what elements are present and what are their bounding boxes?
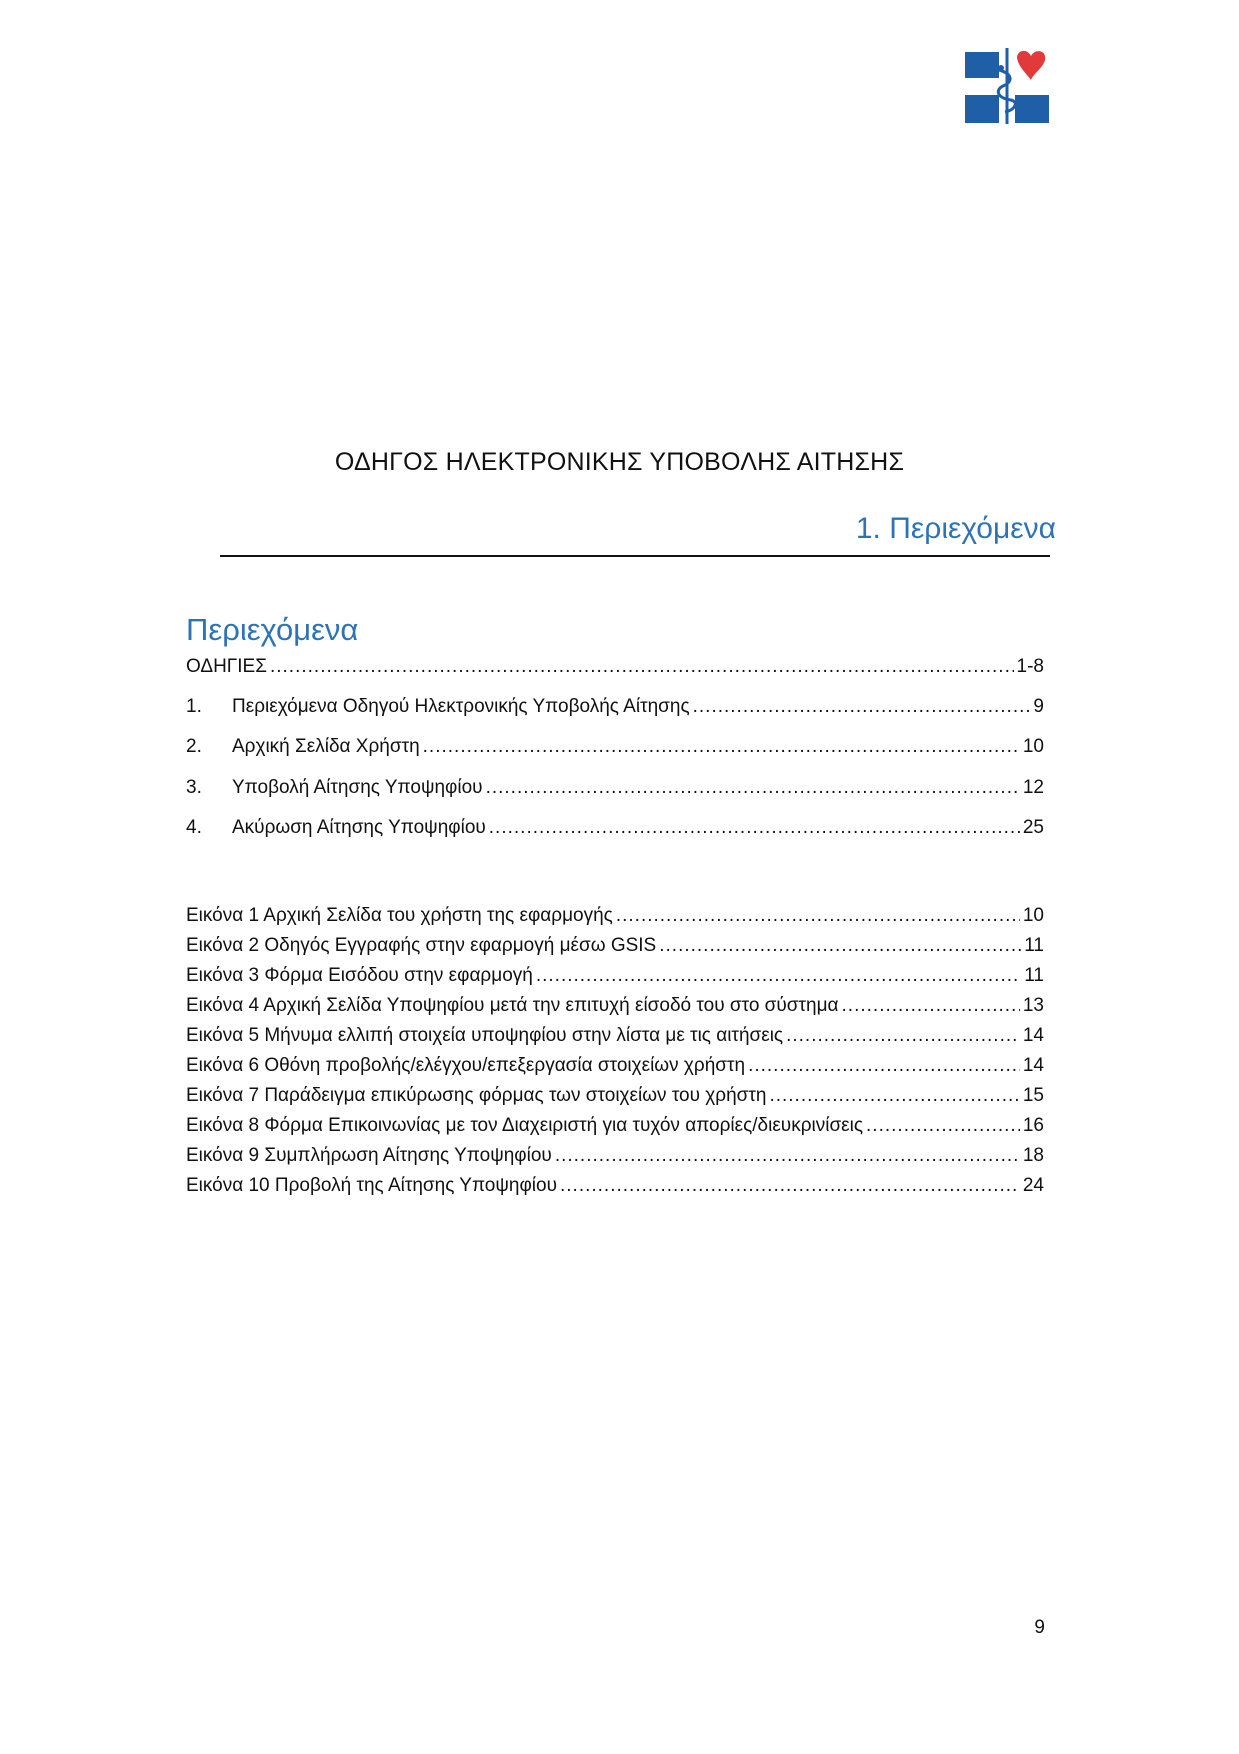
figure-entry-1[interactable] bbox=[186, 905, 1044, 927]
toc-entry-page: 25 bbox=[1022, 817, 1044, 838]
figure-entry-label: Εικόνα 7 Παράδειγμα επικύρωσης φόρμας των στοιχείων του χρήστη bbox=[186, 1085, 767, 1106]
toc-entry-4[interactable] bbox=[186, 817, 1044, 839]
dot-leader bbox=[616, 905, 1020, 927]
toc-entry-3[interactable] bbox=[186, 777, 1044, 799]
toc-entry-label: Αρχική Σελίδα Χρήστη bbox=[232, 736, 420, 757]
figure-entry-8[interactable] bbox=[186, 1115, 1044, 1137]
toc-entry-page: 9 bbox=[1033, 696, 1044, 717]
figure-entry-label: Εικόνα 3 Φόρμα Εισόδου στην εφαρμογή bbox=[186, 965, 533, 986]
toc-entry-2[interactable] bbox=[186, 736, 1044, 758]
figure-entry-label: Εικόνα 6 Οθόνη προβολής/ελέγχου/επεξεργασία στοιχείων χρήστη bbox=[186, 1055, 746, 1076]
figure-entry-3[interactable] bbox=[186, 965, 1044, 987]
dot-leader bbox=[769, 1085, 1019, 1107]
toc-entry-number: 1. bbox=[186, 696, 202, 717]
figure-entry-6[interactable] bbox=[186, 1055, 1044, 1077]
document-title: ΟΔΗΓΟΣ ΗΛΕΚΤΡΟΝΙΚΗΣ ΥΠΟΒΟΛΗΣ ΑΙΤΗΣΗΣ bbox=[334, 448, 905, 476]
dot-leader bbox=[486, 777, 1020, 799]
figure-entry-10[interactable] bbox=[186, 1175, 1044, 1197]
toc-entry-instructions[interactable] bbox=[186, 656, 1044, 678]
medical-cross-caduceus-heart-icon bbox=[965, 48, 1055, 126]
figure-entry-page: 24 bbox=[1022, 1175, 1044, 1196]
dot-leader bbox=[536, 965, 1021, 987]
figure-entry-4[interactable] bbox=[186, 995, 1044, 1017]
figure-entry-label: Εικόνα 1 Αρχική Σελίδα του χρήστη της εφαρμογής bbox=[186, 905, 613, 926]
toc-entry-label: Ακύρωση Αίτησης Υποψηφίου bbox=[232, 817, 486, 838]
page-number: 9 bbox=[1034, 1617, 1045, 1638]
dot-leader bbox=[270, 656, 1014, 678]
figure-entry-7[interactable] bbox=[186, 1085, 1044, 1107]
figure-entry-page: 11 bbox=[1024, 965, 1044, 986]
figure-entry-page: 11 bbox=[1024, 935, 1044, 956]
figure-entry-9[interactable] bbox=[186, 1145, 1044, 1167]
toc-entry-page: 1-8 bbox=[1016, 656, 1044, 677]
figure-entry-page: 10 bbox=[1022, 905, 1044, 926]
dot-leader bbox=[659, 935, 1021, 957]
toc-entry-number: 3. bbox=[186, 777, 202, 798]
figure-entry-page: 18 bbox=[1022, 1145, 1044, 1166]
toc-entry-label: ΟΔΗΓΙΕΣ bbox=[186, 656, 267, 677]
figure-entry-page: 14 bbox=[1022, 1055, 1044, 1076]
toc-entry-page: 10 bbox=[1022, 736, 1044, 757]
figure-entry-page: 15 bbox=[1022, 1085, 1044, 1106]
dot-leader bbox=[748, 1055, 1020, 1077]
figure-entry-page: 14 bbox=[1022, 1025, 1044, 1046]
toc-heading: Περιεχόμενα bbox=[186, 612, 359, 647]
dot-leader bbox=[693, 696, 1031, 718]
section-heading: 1. Περιεχόμενα bbox=[855, 512, 1056, 545]
figure-entry-label: Εικόνα 5 Μήνυμα ελλιπή στοιχεία υποψηφίου στην λίστα με τις αιτήσεις bbox=[186, 1025, 784, 1046]
toc-entry-number: 4. bbox=[186, 817, 202, 838]
dot-leader bbox=[842, 995, 1020, 1017]
dot-leader bbox=[786, 1025, 1020, 1047]
figure-entry-label: Εικόνα 10 Προβολή της Αίτησης Υποψηφίου bbox=[186, 1175, 557, 1196]
figure-entry-label: Εικόνα 2 Οδηγός Εγγραφής στην εφαρμογή μέσω GSIS bbox=[186, 935, 657, 956]
figure-entry-page: 16 bbox=[1022, 1115, 1044, 1136]
figure-entry-5[interactable] bbox=[186, 1025, 1044, 1047]
dot-leader bbox=[555, 1145, 1020, 1167]
figure-entry-label: Εικόνα 8 Φόρμα Επικοινωνίας με τον Διαχειριστή για τυχόν απορίες/διευκρινίσεις bbox=[186, 1115, 864, 1136]
toc-entry-label: Υποβολή Αίτησης Υποψηφίου bbox=[232, 777, 483, 798]
dot-leader bbox=[489, 817, 1020, 839]
figure-entry-label: Εικόνα 4 Αρχική Σελίδα Υποψηφίου μετά την επιτυχή είσοδό του στο σύστημα bbox=[186, 995, 839, 1016]
toc-entry-1[interactable] bbox=[186, 696, 1044, 718]
figure-entry-label: Εικόνα 9 Συμπλήρωση Αίτησης Υποψηφίου bbox=[186, 1145, 552, 1166]
toc-entry-label: Περιεχόμενα Οδηγού Ηλεκτρονικής Υποβολής Αίτησης bbox=[232, 696, 690, 717]
dot-leader bbox=[560, 1175, 1020, 1197]
section-divider bbox=[220, 555, 1050, 557]
figure-entry-2[interactable] bbox=[186, 935, 1044, 957]
toc-entry-page: 12 bbox=[1022, 777, 1044, 798]
figure-entry-page: 13 bbox=[1022, 995, 1044, 1016]
dot-leader bbox=[866, 1115, 1020, 1137]
dot-leader bbox=[423, 736, 1020, 758]
toc-entry-number: 2. bbox=[186, 736, 202, 757]
